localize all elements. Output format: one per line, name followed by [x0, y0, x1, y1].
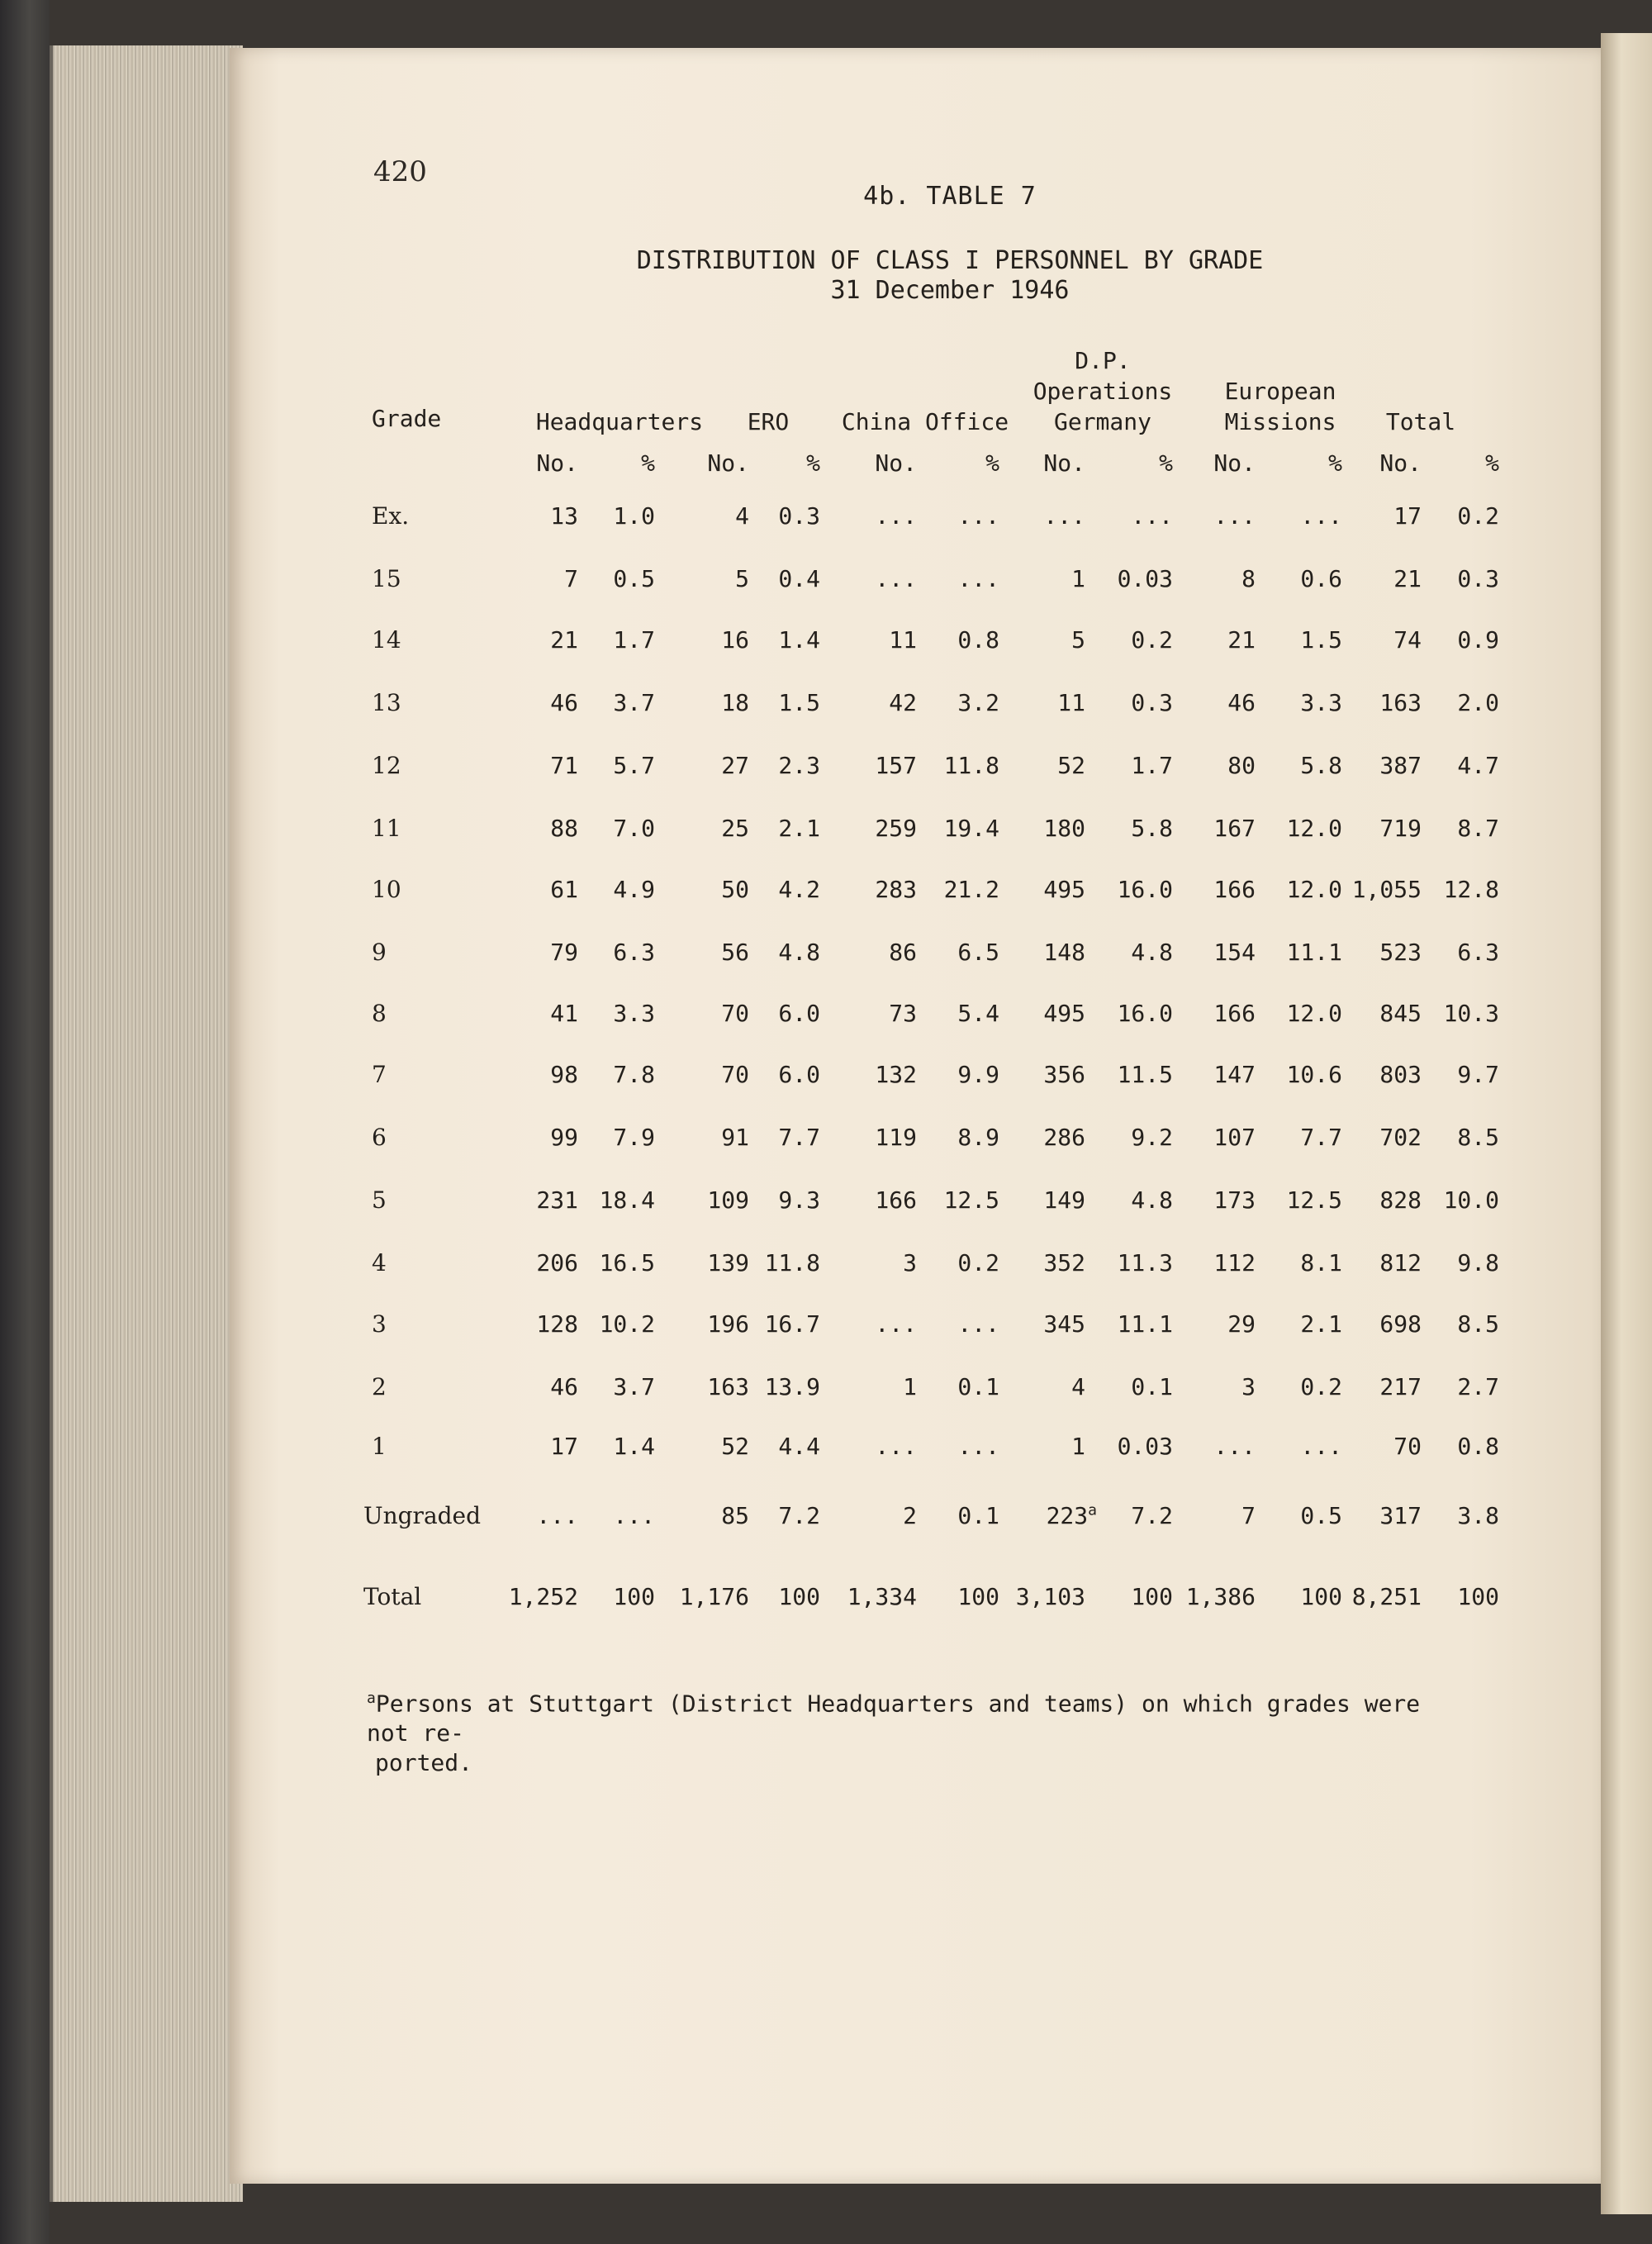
- table-cell-percent: 7.7: [778, 1124, 820, 1151]
- table-cell-percent: ...: [957, 1310, 999, 1338]
- sub-header-percent: %: [806, 449, 820, 477]
- table-cell-percent: ...: [1300, 1433, 1342, 1460]
- table-cell-number: 166: [1213, 1000, 1256, 1027]
- table-cell-number: 5: [735, 565, 749, 592]
- table-cell-number: 128: [536, 1310, 578, 1338]
- table-cell-percent: 8.9: [957, 1124, 999, 1151]
- footnote-text: Persons at Stuttgart (District Headquarters and teams) on which grades were not re-: [367, 1690, 1421, 1747]
- table-cell-percent: 12.5: [1286, 1186, 1342, 1214]
- table-cell-percent: 9.7: [1457, 1061, 1499, 1088]
- table-cell-number: 52: [721, 1433, 749, 1460]
- table-cell-percent: 100: [1131, 1583, 1173, 1610]
- table-cell-percent: 3.3: [613, 1000, 655, 1027]
- sub-header-percent: %: [1328, 449, 1342, 477]
- table-cell-number: 166: [1213, 876, 1256, 903]
- table-cell-percent: 2.1: [778, 815, 820, 842]
- table-cell-percent: 21.2: [943, 876, 999, 903]
- china-office-header: China Office: [841, 408, 1009, 435]
- table-cell-number: 61: [550, 876, 578, 903]
- table-cell-number: 231: [536, 1186, 578, 1214]
- table-cell-number: 167: [1213, 815, 1256, 842]
- table-cell-percent: 7.9: [613, 1124, 655, 1151]
- page-edges: [50, 45, 243, 2202]
- table-cell-number: 259: [875, 815, 917, 842]
- table-cell-percent: 11.8: [764, 1249, 820, 1277]
- dp-header-line3: Germany: [1053, 408, 1151, 435]
- table-cell-number: 107: [1213, 1124, 1256, 1151]
- table-cell-number: ...: [536, 1502, 578, 1529]
- table-cell-percent: 11.3: [1117, 1249, 1173, 1277]
- table-cell-number: 11: [889, 626, 917, 654]
- table-cell-percent: 100: [613, 1583, 655, 1610]
- table-cell-number: 17: [1393, 502, 1422, 530]
- row-grade-label: 2: [372, 1373, 387, 1400]
- row-grade-label: 1: [372, 1433, 387, 1460]
- table-cell-percent: 0.8: [957, 626, 999, 654]
- table-cell-percent: 0.8: [1457, 1433, 1499, 1460]
- table-cell-number: 80: [1227, 752, 1256, 779]
- table-cell-number: 99: [550, 1124, 578, 1151]
- table-cell-percent: 1.4: [778, 626, 820, 654]
- table-cell-number: 163: [707, 1373, 749, 1400]
- table-cell-number: 387: [1379, 752, 1422, 779]
- table-cell-number: 70: [721, 1061, 749, 1088]
- table-cell-percent: ...: [1131, 502, 1173, 530]
- table-cell-percent: 12.0: [1286, 815, 1342, 842]
- table-cell-number: 7: [1241, 1502, 1256, 1529]
- table-cell-percent: 2.7: [1457, 1373, 1499, 1400]
- table-cell-number: 3: [903, 1249, 917, 1277]
- table-cell-number: 3,103: [1015, 1583, 1085, 1610]
- table-cell-percent: 0.03: [1117, 565, 1173, 592]
- table-cell-percent: 0.3: [1131, 689, 1173, 716]
- table-cell-percent: 9.2: [1131, 1124, 1173, 1151]
- table-cell-percent: 8.5: [1457, 1310, 1499, 1338]
- table-cell-percent: 11.1: [1286, 939, 1342, 966]
- table-cell-number: 828: [1379, 1186, 1422, 1214]
- table-cell-percent: 10.2: [599, 1310, 655, 1338]
- table-cell-number: 803: [1379, 1061, 1422, 1088]
- table-cell-percent: 1.7: [613, 626, 655, 654]
- table-cell-number: 1,252: [508, 1583, 578, 1610]
- table-cell-number: ...: [1213, 1433, 1256, 1460]
- table-cell-percent: 3.3: [1300, 689, 1342, 716]
- table-cell-percent: 9.9: [957, 1061, 999, 1088]
- book-spine: [0, 0, 50, 2244]
- table-cell-percent: 4.8: [778, 939, 820, 966]
- table-cell-percent: 16.0: [1117, 876, 1173, 903]
- table-cell-number: 70: [721, 1000, 749, 1027]
- table-cell-number: 50: [721, 876, 749, 903]
- footnote: [367, 1684, 1465, 1778]
- table-cell-percent: 12.5: [943, 1186, 999, 1214]
- table-cell-percent: 100: [1457, 1583, 1499, 1610]
- table-cell-number: 317: [1379, 1502, 1422, 1529]
- table-cell-percent: 10.3: [1443, 1000, 1499, 1027]
- table-cell-percent: ...: [957, 502, 999, 530]
- table-cell-number: 98: [550, 1061, 578, 1088]
- row-grade-label: 8: [372, 1000, 387, 1027]
- table-cell-number: 17: [550, 1433, 578, 1460]
- table-cell-percent: ...: [957, 565, 999, 592]
- table-cell-number: 523: [1379, 939, 1422, 966]
- table-cell-number: 1: [903, 1373, 917, 1400]
- right-page-edge: [1601, 33, 1652, 2214]
- table-cell-number: 91: [721, 1124, 749, 1151]
- table-cell-percent: 13.9: [764, 1373, 820, 1400]
- row-grade-label: 15: [372, 565, 401, 592]
- table-cell-percent: 7.0: [613, 815, 655, 842]
- table-cell-number: 1: [1071, 1433, 1085, 1460]
- table-cell-number: 85: [721, 1502, 749, 1529]
- sub-header-no: No.: [1043, 449, 1085, 477]
- table-cell-percent: 2.1: [1300, 1310, 1342, 1338]
- table-cell-percent: 12.0: [1286, 876, 1342, 903]
- table-cell-number: 21: [1227, 626, 1256, 654]
- table-cell-number: 154: [1213, 939, 1256, 966]
- table-cell-number: 13: [550, 502, 578, 530]
- row-grade-label: 6: [372, 1124, 387, 1151]
- table-cell-percent: 100: [957, 1583, 999, 1610]
- table-cell-percent: 0.3: [778, 502, 820, 530]
- table-cell-percent: 5.7: [613, 752, 655, 779]
- row-grade-label: 5: [372, 1186, 387, 1214]
- table-cell-number: 56: [721, 939, 749, 966]
- table-cell-number: 4: [735, 502, 749, 530]
- page-number: 420: [373, 155, 427, 188]
- table-cell-number: 173: [1213, 1186, 1256, 1214]
- table-cell-number: 8: [1241, 565, 1256, 592]
- table-cell-number: 11: [1057, 689, 1085, 716]
- table-cell-percent: 6.0: [778, 1000, 820, 1027]
- table-cell-number: 8,251: [1351, 1583, 1422, 1610]
- sub-header-no: No.: [875, 449, 917, 477]
- headquarters-header: Headquarters: [535, 408, 704, 435]
- table-cell-number: 27: [721, 752, 749, 779]
- table-cell-percent: 0.2: [957, 1249, 999, 1277]
- table-cell-number: 18: [721, 689, 749, 716]
- table-cell-percent: 100: [1300, 1583, 1342, 1610]
- table-cell-number: 223$^a$: [1046, 1501, 1097, 1529]
- table-cell-number: 698: [1379, 1310, 1422, 1338]
- table-label: 4b. TABLE 7: [863, 182, 1037, 211]
- table-cell-number: 74: [1393, 626, 1422, 654]
- table-cell-percent: 10.0: [1443, 1186, 1499, 1214]
- sub-header-no: No.: [707, 449, 749, 477]
- table-cell-percent: 7.7: [1300, 1124, 1342, 1151]
- table-cell-number: 1,334: [847, 1583, 917, 1610]
- table-cell-number: 495: [1043, 876, 1085, 903]
- table-cell-number: 286: [1043, 1124, 1085, 1151]
- table-cell-number: 3: [1241, 1373, 1256, 1400]
- table-cell-number: 812: [1379, 1249, 1422, 1277]
- table-cell-number: 1,055: [1351, 876, 1422, 903]
- table-cell-percent: 3.2: [957, 689, 999, 716]
- table-cell-number: 283: [875, 876, 917, 903]
- sub-header-no: No.: [536, 449, 578, 477]
- table-cell-percent: 3.7: [613, 1373, 655, 1400]
- table-cell-number: 217: [1379, 1373, 1422, 1400]
- sub-header-percent: %: [641, 449, 655, 477]
- table-cell-percent: ...: [1300, 502, 1342, 530]
- table-cell-percent: 5.4: [957, 1000, 999, 1027]
- table-cell-percent: 9.3: [778, 1186, 820, 1214]
- table-cell-percent: 0.2: [1131, 626, 1173, 654]
- table-cell-number: 139: [707, 1249, 749, 1277]
- table-cell-percent: 1.0: [613, 502, 655, 530]
- table-cell-percent: 0.2: [1300, 1373, 1342, 1400]
- row-grade-label: Ex.: [372, 502, 410, 530]
- table-cell-percent: 2.3: [778, 752, 820, 779]
- table-cell-number: 206: [536, 1249, 578, 1277]
- table-cell-percent: 7.2: [778, 1502, 820, 1529]
- ero-header: ERO: [747, 408, 790, 435]
- table-cell-percent: 16.7: [764, 1310, 820, 1338]
- row-grade-label: 9: [372, 939, 387, 966]
- table-cell-number: 157: [875, 752, 917, 779]
- table-cell-number: 46: [550, 689, 578, 716]
- table-cell-number: 147: [1213, 1061, 1256, 1088]
- sub-header-percent: %: [1485, 449, 1499, 477]
- table-cell-percent: 0.5: [1300, 1502, 1342, 1529]
- european-header-line1: European: [1224, 378, 1336, 405]
- table-cell-percent: 3.8: [1457, 1502, 1499, 1529]
- table-cell-percent: 8.5: [1457, 1124, 1499, 1151]
- table-date: 31 December 1946: [830, 276, 1070, 305]
- table-cell-percent: 4.4: [778, 1433, 820, 1460]
- table-cell-number: 166: [875, 1186, 917, 1214]
- table-cell-number: 112: [1213, 1249, 1256, 1277]
- table-cell-number: 46: [1227, 689, 1256, 716]
- table-cell-percent: 0.1: [1131, 1373, 1173, 1400]
- row-grade-label: 4: [372, 1249, 387, 1277]
- table-cell-percent: 0.3: [1457, 565, 1499, 592]
- table-cell-number: 356: [1043, 1061, 1085, 1088]
- table-cell-percent: 8.1: [1300, 1249, 1342, 1277]
- table-cell-number: ...: [1213, 502, 1256, 530]
- table-cell-number: 21: [550, 626, 578, 654]
- book-page: [230, 48, 1601, 2184]
- table-cell-number: ...: [875, 502, 917, 530]
- table-cell-percent: ...: [957, 1433, 999, 1460]
- footnote-mark: a: [367, 1690, 376, 1707]
- table-cell-percent: 1.4: [613, 1433, 655, 1460]
- table-cell-percent: 0.5: [613, 565, 655, 592]
- table-cell-percent: 10.6: [1286, 1061, 1342, 1088]
- row-grade-label: Ungraded: [363, 1502, 482, 1529]
- table-cell-percent: 11.5: [1117, 1061, 1173, 1088]
- table-cell-number: 719: [1379, 815, 1422, 842]
- table-cell-percent: 0.1: [957, 1373, 999, 1400]
- table-cell-percent: 6.0: [778, 1061, 820, 1088]
- table-cell-number: 21: [1393, 565, 1422, 592]
- table-cell-percent: 5.8: [1131, 815, 1173, 842]
- table-cell-number: 70: [1393, 1433, 1422, 1460]
- row-grade-label: Total: [363, 1583, 422, 1610]
- table-cell-percent: 8.7: [1457, 815, 1499, 842]
- table-cell-percent: 4.8: [1131, 1186, 1173, 1214]
- table-cell-percent: 9.8: [1457, 1249, 1499, 1277]
- table-cell-percent: 100: [778, 1583, 820, 1610]
- table-cell-percent: 12.8: [1443, 876, 1499, 903]
- table-cell-number: 42: [889, 689, 917, 716]
- table-cell-percent: 11.1: [1117, 1310, 1173, 1338]
- table-cell-number: 7: [564, 565, 578, 592]
- footnote-reference: a: [1088, 1501, 1097, 1519]
- table-cell-number: 4: [1071, 1373, 1085, 1400]
- grade-column-header: Grade: [372, 405, 442, 432]
- table-cell-number: 2: [903, 1502, 917, 1529]
- table-cell-percent: 6.3: [1457, 939, 1499, 966]
- table-cell-number: 149: [1043, 1186, 1085, 1214]
- dp-header-line1: D.P.: [1075, 347, 1131, 374]
- table-cell-percent: 4.8: [1131, 939, 1173, 966]
- table-cell-percent: 0.1: [957, 1502, 999, 1529]
- table-cell-percent: 6.5: [957, 939, 999, 966]
- table-cell-number: 25: [721, 815, 749, 842]
- table-cell-percent: 16.5: [599, 1249, 655, 1277]
- sub-header-percent: %: [985, 449, 999, 477]
- table-cell-percent: 0.2: [1457, 502, 1499, 530]
- table-title: DISTRIBUTION OF CLASS I PERSONNEL BY GRADE: [636, 246, 1264, 275]
- table-cell-number: ...: [875, 1433, 917, 1460]
- table-cell-percent: ...: [613, 1502, 655, 1529]
- table-cell-percent: 0.03: [1117, 1433, 1173, 1460]
- table-cell-percent: 0.4: [778, 565, 820, 592]
- row-grade-label: 13: [372, 689, 401, 716]
- table-cell-number: 79: [550, 939, 578, 966]
- table-cell-percent: 6.3: [613, 939, 655, 966]
- table-cell-number: 148: [1043, 939, 1085, 966]
- sub-header-no: No.: [1379, 449, 1422, 477]
- table-cell-number: 73: [889, 1000, 917, 1027]
- sub-header-percent: %: [1159, 449, 1173, 477]
- table-cell-percent: 0.6: [1300, 565, 1342, 592]
- table-cell-percent: 19.4: [943, 815, 999, 842]
- table-cell-number: 352: [1043, 1249, 1085, 1277]
- table-cell-percent: 18.4: [599, 1186, 655, 1214]
- table-cell-number: ...: [875, 565, 917, 592]
- table-cell-number: 345: [1043, 1310, 1085, 1338]
- table-cell-number: 163: [1379, 689, 1422, 716]
- table-cell-number: 109: [707, 1186, 749, 1214]
- table-cell-number: 71: [550, 752, 578, 779]
- dp-header-line2: Operations: [1032, 378, 1173, 405]
- table-cell-number: 702: [1379, 1124, 1422, 1151]
- row-grade-label: 3: [372, 1310, 387, 1338]
- row-grade-label: 12: [372, 752, 401, 779]
- table-cell-percent: 7.8: [613, 1061, 655, 1088]
- table-cell-number: 119: [875, 1124, 917, 1151]
- table-cell-percent: 1.5: [1300, 626, 1342, 654]
- table-cell-number: 495: [1043, 1000, 1085, 1027]
- table-cell-percent: 16.0: [1117, 1000, 1173, 1027]
- table-cell-percent: 3.7: [613, 689, 655, 716]
- total-header: Total: [1385, 408, 1456, 435]
- table-cell-number: 5: [1071, 626, 1085, 654]
- table-cell-number: 132: [875, 1061, 917, 1088]
- table-cell-percent: 1.7: [1131, 752, 1173, 779]
- row-grade-label: 10: [372, 876, 401, 903]
- table-cell-percent: 1.5: [778, 689, 820, 716]
- table-cell-number: 41: [550, 1000, 578, 1027]
- table-cell-number: 46: [550, 1373, 578, 1400]
- table-cell-percent: 7.2: [1131, 1502, 1173, 1529]
- sub-header-no: No.: [1213, 449, 1256, 477]
- table-cell-percent: 4.7: [1457, 752, 1499, 779]
- table-cell-number: 86: [889, 939, 917, 966]
- table-cell-number: ...: [1043, 502, 1085, 530]
- table-cell-number: 52: [1057, 752, 1085, 779]
- table-cell-number: 16: [721, 626, 749, 654]
- table-cell-percent: 4.9: [613, 876, 655, 903]
- table-cell-percent: 11.8: [943, 752, 999, 779]
- table-cell-number: 29: [1227, 1310, 1256, 1338]
- table-cell-number: 88: [550, 815, 578, 842]
- row-grade-label: 7: [372, 1061, 387, 1088]
- table-cell-percent: 0.9: [1457, 626, 1499, 654]
- row-grade-label: 14: [372, 626, 401, 654]
- table-cell-percent: 12.0: [1286, 1000, 1342, 1027]
- table-cell-number: 1: [1071, 565, 1085, 592]
- table-cell-percent: 2.0: [1457, 689, 1499, 716]
- european-header-line2: Missions: [1224, 408, 1336, 435]
- table-cell-number: 1,176: [679, 1583, 749, 1610]
- table-cell-percent: 4.2: [778, 876, 820, 903]
- table-cell-number: 196: [707, 1310, 749, 1338]
- row-grade-label: 11: [372, 815, 401, 842]
- table-cell-number: 180: [1043, 815, 1085, 842]
- table-cell-percent: 5.8: [1300, 752, 1342, 779]
- footnote-text-cont: ported.: [375, 1749, 473, 1777]
- table-cell-number: 1,386: [1185, 1583, 1256, 1610]
- table-cell-number: 845: [1379, 1000, 1422, 1027]
- table-cell-number: ...: [875, 1310, 917, 1338]
